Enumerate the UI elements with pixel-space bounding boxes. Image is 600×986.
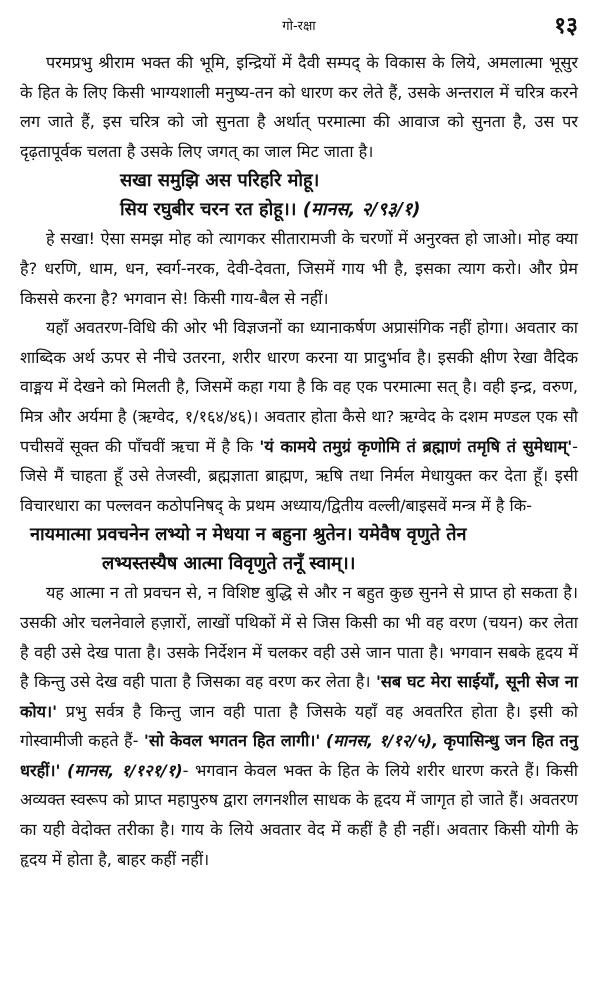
page-number: १३ <box>554 13 578 39</box>
verse-line-2-text: सिय रघुबीर चरन रत होहू।। <box>120 199 297 221</box>
paragraph-3-text-2: - जिसे मैं चाहता हूँ उसे तेजस्वी, ब्रह्मज्ञाता ब्राह्मण, ऋषि तथा निर्मल मेधायुक्त कर देता हूँ। इसी विचारधारा का पल्लवन कठोपनिषद् के प्रथम अध्याय/द्वितीय वल्ली/बाइसवें मन्त्र में है कि- <box>20 436 578 515</box>
manas-reference-1: (मानस, १/१२/५), <box>325 731 439 751</box>
paragraph-3 <box>20 313 578 520</box>
running-title: गो-रक्षा <box>282 19 316 34</box>
manas-quote-2: कृपासिन्धु जन हित तनु धरहीं।' <box>20 731 578 780</box>
kabir-quote: 'सब घट मेरा साईयाँ, सूनी सेज ना कोय।' <box>20 672 578 721</box>
paragraph-4-text-3: - भगवान केवल भक्त के हित के लिये शरीर धारण करते हैं। किसी अव्यक्त स्वरूप को प्राप्त महापुरुष द्वारा लगनशील साधक के हृदय में जागृत हो जाते हैं। अवतरण का यही वेदोक्त तरीका है। गाय के लिये अवतार वेद में कहीं है ही नहीं। अवतार किसी योगी के हृदय में होता है, बाहर कहीं नहीं। <box>20 760 578 869</box>
verse-reference: (मानस, २/९३/१) <box>302 199 421 221</box>
verse-line-2 <box>20 195 578 224</box>
verse-manas-2-93-1 <box>20 166 578 224</box>
paragraph-4 <box>20 578 578 874</box>
sanskrit-line-2: लभ्यस्तस्यैष आत्मा विवृणुते तनूँ स्वाम्।। <box>102 553 356 575</box>
paragraph-4-text-2: प्रभु सर्वत्र है किन्तु जान वही पाता है जिसके यहाँ वह अवतरित होता है। इसी को गोस्वामीजी कहते हैं- <box>20 701 578 751</box>
sanskrit-line-1: नायमात्मा प्रवचनेन लभ्यो न मेधया न बहुना श्रुतेन। यमेवैष वृणुते तेन <box>30 524 467 546</box>
paragraph-3-text-1: यहाँ अवतरण-विधि की ओर भी विज्ञजनों का ध्यानाकर्षण अप्रासंगिक नहीं होगा। अवतार का शाब्दिक अर्थ ऊपर से नीचे उतरना, शरीर धारण करना या प्रादुर्भाव है। इसकी क्षीण रेखा वैदिक वाङ्मय में देखने को मिलती है, जिसमें कहा गया है कि वह एक परमात्मा सत् है। वही इन्द्र, वरुण, मित्र और अर्यमा है (ऋग्वेद, १/१६४/४६)। अवतार होता कैसे था? ऋग्वेद के दशम मण्डल एक सौ पचीसवें सूक्त की पाँचवीं ऋचा में है कि <box>20 318 578 456</box>
manas-reference-2: (मानस, १/१२१/१) <box>66 760 183 780</box>
rigveda-quote: 'यं कामये तमुग्रं कृणोमि तं ब्रह्माणं तमृषि तं सुमेधाम्' <box>259 436 573 456</box>
katha-upanishad-verse <box>20 520 578 578</box>
manas-quote-1: 'सो केवल भगतन हित लागी।' <box>143 731 321 751</box>
paragraph-2: हे सखा! ऐसा समझ मोह को त्यागकर सीतारामजी के चरणों में अनुरक्त हो जाओ। मोह क्या है? धरणि, धाम, धन, स्वर्ग-नरक, देवी-देवता, जिसमें गाय भी है, इसका त्याग करो। और प्रेम किससे करना है? भगवान से! किसी गाय-बैल से नहीं। <box>20 229 578 308</box>
paragraph-1: परमप्रभु श्रीराम भक्त की भूमि, इन्द्रियों में दैवी सम्पद् के विकास के लिये, अमलात्मा भूसुर के हित के लिए किसी भाग्यशाली मनुष्य-तन को धारण कर लेते हैं, उसके अन्तराल में चरित्र करने लग जाते हैं, इस चरित्र को जो सुनता है अर्थात् परमात्मा की आवाज को सुनता है, उस पर दृढ़तापूर्वक चलता है उसके लिए जगत् का जाल मिट जाता है। <box>20 53 578 161</box>
page-header <box>20 0 578 48</box>
paragraph-4-text-1: यह आत्मा न तो प्रवचन से, न विशिष्ट बुद्धि से और न बहुत कुछ सुनने से प्राप्त हो सकता है। उसकी ओर चलनेवाले हज़ारों, लाखों पथिकों में से जिस किसी का भी वह वरण (चयन) कर लेता है वही उसे देख पाता है। उसके निर्देशन में चलकर वही उसे जान पाता है। भगवान सबके हृदय में है किन्तु उसे देख वही पाता है जिसका वह वरण कर लेता है। <box>20 583 578 692</box>
verse-line-1: सखा समुझि अस परिहरि मोहू। <box>120 170 320 192</box>
